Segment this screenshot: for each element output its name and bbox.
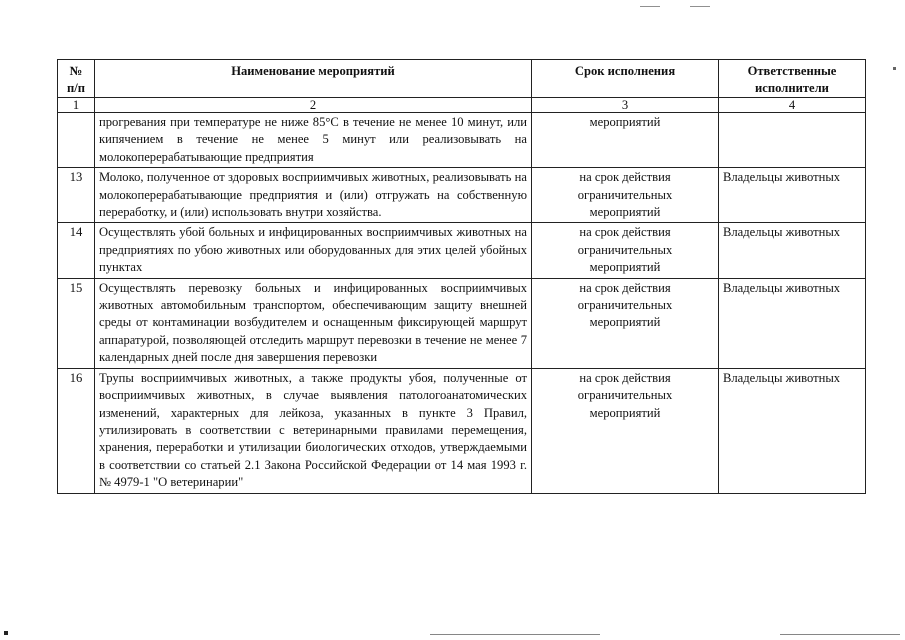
row-number: 16 bbox=[58, 368, 95, 493]
measure-text: Молоко, полученное от здоровых восприимчивых животных, реализовывать на молокоперерабатывающие предприятия и (или) отгружать на собственную переработку, и (или) использовать внутри хозяйства. bbox=[95, 168, 532, 223]
responsible-text: Владельцы животных bbox=[719, 223, 866, 278]
header-number: № п/п bbox=[58, 60, 95, 98]
row-number: 14 bbox=[58, 223, 95, 278]
column-number-row bbox=[58, 98, 866, 113]
header-deadline: Срок исполнения bbox=[532, 60, 719, 98]
deadline-text: на срок действия ограничительных мероприятий bbox=[532, 223, 719, 278]
header-responsible: Ответственные исполнители bbox=[719, 60, 866, 98]
table-row bbox=[58, 278, 866, 368]
responsible-text bbox=[719, 113, 866, 168]
column-number: 4 bbox=[719, 98, 866, 113]
deadline-text: на срок действия ограничительных мероприятий bbox=[532, 168, 719, 223]
table-header-row bbox=[58, 60, 866, 98]
table-row bbox=[58, 368, 866, 493]
measure-text: Трупы восприимчивых животных, а также продукты убоя, полученные от восприимчивых животных, в случае выявления патологоанатомических изменений, характерных для лейкоза, указанных в пункте 3 Правил, утилизировать в соответствии с ветеринарными правилами перемещения, хранения, переработки и утилизации биологических отходов, утверждаемыми в соответствии со статьей 2.1 Закона Российской Федерации от 14 мая 1993 г. № 4979-1 "О ветеринарии" bbox=[95, 368, 532, 493]
deadline-text: на срок действия ограничительных мероприятий bbox=[532, 278, 719, 368]
row-number: 13 bbox=[58, 168, 95, 223]
header-measures: Наименование мероприятий bbox=[95, 60, 532, 98]
column-number: 2 bbox=[95, 98, 532, 113]
scan-dot-right bbox=[893, 67, 896, 70]
deadline-text: на срок действия ограничительных мероприятий bbox=[532, 368, 719, 493]
column-number: 3 bbox=[532, 98, 719, 113]
measure-text: Осуществлять перевозку больных и инфицированных восприимчивых животных автомобильным транспортом, обеспечивающим защиту внешней среды от контаминации возбудителем и оснащенным фиксирующей маршрут аппаратурой, позволяющей отследить маршрут перевозки в течение не менее 7 календарных дней после дня завершения перевозки bbox=[95, 278, 532, 368]
scan-line-bottom-right bbox=[780, 634, 900, 635]
scan-line-top-right bbox=[690, 6, 710, 7]
column-number: 1 bbox=[58, 98, 95, 113]
responsible-text: Владельцы животных bbox=[719, 168, 866, 223]
scan-dot-left bbox=[4, 631, 8, 635]
scan-line-bottom bbox=[430, 634, 600, 635]
scan-line-top bbox=[640, 6, 660, 7]
responsible-text: Владельцы животных bbox=[719, 278, 866, 368]
row-number: 15 bbox=[58, 278, 95, 368]
table-row bbox=[58, 223, 866, 278]
table-row bbox=[58, 113, 866, 168]
row-number bbox=[58, 113, 95, 168]
deadline-text: мероприятий bbox=[532, 113, 719, 168]
measure-text: Осуществлять убой больных и инфицированных восприимчивых животных на предприятиях по убою животных или оборудованных для этих целей убойных пунктах bbox=[95, 223, 532, 278]
table-row bbox=[58, 168, 866, 223]
measures-table bbox=[57, 59, 866, 494]
responsible-text: Владельцы животных bbox=[719, 368, 866, 493]
measure-text: прогревания при температуре не ниже 85°С в течение не менее 10 минут, или кипячением в течение не менее 5 минут или реализовывать на молокоперерабатывающие предприятия bbox=[95, 113, 532, 168]
